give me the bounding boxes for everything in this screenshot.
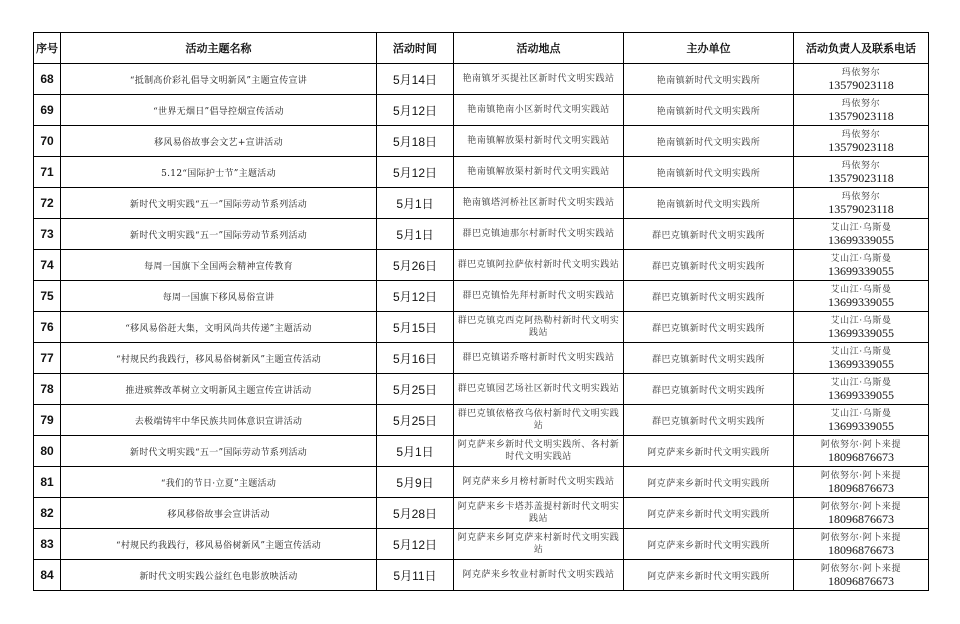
table-row bbox=[34, 467, 929, 498]
contact-phone: 13699339055 bbox=[828, 326, 894, 340]
activity-theme: 移风易俗故事会文艺+宣讲活动 bbox=[61, 126, 377, 157]
host-organization: 群巴克镇新时代文明实践所 bbox=[624, 374, 794, 405]
activity-time: 5月15日 bbox=[377, 312, 454, 343]
contact-cell bbox=[794, 467, 929, 498]
activity-place: 群巴克镇依格孜乌依村新时代文明实践站 bbox=[454, 405, 624, 436]
activity-time: 5月1日 bbox=[377, 188, 454, 219]
row-number: 69 bbox=[34, 95, 61, 126]
host-organization: 群巴克镇新时代文明实践所 bbox=[624, 250, 794, 281]
contact-cell bbox=[794, 219, 929, 250]
contact-phone: 13699339055 bbox=[828, 419, 894, 433]
host-organization: 群巴克镇新时代文明实践所 bbox=[624, 343, 794, 374]
activity-time: 5月26日 bbox=[377, 250, 454, 281]
activity-place: 艳南镇解放渠村新时代文明实践站 bbox=[454, 157, 624, 188]
host-organization: 阿克萨来乡新时代文明实践所 bbox=[624, 498, 794, 529]
host-organization: 艳南镇新时代文明实践所 bbox=[624, 188, 794, 219]
contact-name: 阿依努尔·阿卜来提 bbox=[820, 564, 902, 574]
row-number: 70 bbox=[34, 126, 61, 157]
row-number: 75 bbox=[34, 281, 61, 312]
activity-time: 5月12日 bbox=[377, 529, 454, 560]
activity-place: 艳南镇牙买提社区新时代文明实践站 bbox=[454, 64, 624, 95]
host-organization: 阿克萨来乡新时代文明实践所 bbox=[624, 467, 794, 498]
contact-cell bbox=[794, 374, 929, 405]
activity-theme: 每周一国旗下移风易俗宣讲 bbox=[61, 281, 377, 312]
contact-phone: 18096876673 bbox=[828, 512, 894, 526]
table-header bbox=[34, 33, 929, 64]
header-contact: 活动负责人及联系电话 bbox=[794, 33, 929, 64]
contact-phone: 13699339055 bbox=[828, 264, 894, 278]
row-number: 83 bbox=[34, 529, 61, 560]
contact-cell bbox=[794, 126, 929, 157]
table-row bbox=[34, 436, 929, 467]
host-organization: 阿克萨来乡新时代文明实践所 bbox=[624, 529, 794, 560]
activity-place: 阿克萨来乡新时代文明实践所、各村新时代文明实践站 bbox=[454, 436, 624, 467]
row-number: 73 bbox=[34, 219, 61, 250]
contact-name: 玛依努尔 bbox=[841, 99, 881, 109]
activity-time: 5月1日 bbox=[377, 436, 454, 467]
table-row bbox=[34, 498, 929, 529]
table-row bbox=[34, 95, 929, 126]
row-number: 78 bbox=[34, 374, 61, 405]
activity-time: 5月16日 bbox=[377, 343, 454, 374]
activity-time: 5月12日 bbox=[377, 95, 454, 126]
contact-phone: 13699339055 bbox=[828, 357, 894, 371]
contact-cell bbox=[794, 188, 929, 219]
contact-cell bbox=[794, 157, 929, 188]
activity-time: 5月25日 bbox=[377, 374, 454, 405]
contact-cell bbox=[794, 498, 929, 529]
contact-name: 玛依努尔 bbox=[841, 161, 881, 171]
contact-name: 艾山江·乌斯曼 bbox=[830, 347, 892, 357]
contact-cell bbox=[794, 95, 929, 126]
table-row bbox=[34, 188, 929, 219]
activity-theme: 去极端铸牢中华民族共同体意识宣讲活动 bbox=[61, 405, 377, 436]
contact-cell bbox=[794, 529, 929, 560]
row-number: 81 bbox=[34, 467, 61, 498]
activity-theme: “我们的节日·立夏”主题活动 bbox=[61, 467, 377, 498]
row-number: 82 bbox=[34, 498, 61, 529]
host-organization: 艳南镇新时代文明实践所 bbox=[624, 64, 794, 95]
row-number: 74 bbox=[34, 250, 61, 281]
row-number: 72 bbox=[34, 188, 61, 219]
host-organization: 艳南镇新时代文明实践所 bbox=[624, 157, 794, 188]
activity-theme: 新时代文明实践“五一”国际劳动节系列活动 bbox=[61, 219, 377, 250]
contact-cell bbox=[794, 405, 929, 436]
header-row bbox=[34, 33, 929, 64]
table-row bbox=[34, 219, 929, 250]
contact-name: 艾山江·乌斯曼 bbox=[830, 254, 892, 264]
host-organization: 艳南镇新时代文明实践所 bbox=[624, 95, 794, 126]
contact-cell bbox=[794, 436, 929, 467]
table-row bbox=[34, 250, 929, 281]
contact-cell bbox=[794, 343, 929, 374]
table-row bbox=[34, 126, 929, 157]
activity-place: 群巴克镇诺乔喀村新时代文明实践站 bbox=[454, 343, 624, 374]
table-row bbox=[34, 560, 929, 591]
host-organization: 群巴克镇新时代文明实践所 bbox=[624, 312, 794, 343]
row-number: 68 bbox=[34, 64, 61, 95]
contact-name: 艾山江·乌斯曼 bbox=[830, 378, 892, 388]
contact-phone: 13579023118 bbox=[828, 78, 894, 92]
host-organization: 艳南镇新时代文明实践所 bbox=[624, 126, 794, 157]
activity-theme: “村规民约我践行，移风易俗树新风”主题宣传活动 bbox=[61, 529, 377, 560]
activity-place: 阿克萨来乡阿克萨来村新时代文明实践站 bbox=[454, 529, 624, 560]
row-number: 80 bbox=[34, 436, 61, 467]
host-organization: 阿克萨来乡新时代文明实践所 bbox=[624, 436, 794, 467]
row-number: 84 bbox=[34, 560, 61, 591]
row-number: 76 bbox=[34, 312, 61, 343]
contact-name: 玛依努尔 bbox=[841, 68, 881, 78]
contact-phone: 13579023118 bbox=[828, 140, 894, 154]
host-organization: 群巴克镇新时代文明实践所 bbox=[624, 405, 794, 436]
activity-theme: “移风易俗赶大集，文明风尚共传递”主题活动 bbox=[61, 312, 377, 343]
activity-table bbox=[33, 32, 929, 591]
contact-cell bbox=[794, 64, 929, 95]
contact-name: 玛依努尔 bbox=[841, 130, 881, 140]
activity-place: 艳南镇解放渠村新时代文明实践站 bbox=[454, 126, 624, 157]
activity-place: 群巴克镇园艺场社区新时代文明实践站 bbox=[454, 374, 624, 405]
host-organization: 群巴克镇新时代文明实践所 bbox=[624, 219, 794, 250]
activity-schedule-sheet bbox=[33, 32, 928, 591]
contact-phone: 13699339055 bbox=[828, 295, 894, 309]
contact-phone: 18096876673 bbox=[828, 543, 894, 557]
activity-place: 群巴克镇阿拉萨依村新时代文明实践站 bbox=[454, 250, 624, 281]
host-organization: 群巴克镇新时代文明实践所 bbox=[624, 281, 794, 312]
activity-theme: 每周一国旗下全国两会精神宣传教育 bbox=[61, 250, 377, 281]
contact-phone: 18096876673 bbox=[828, 574, 894, 588]
contact-phone: 13579023118 bbox=[828, 202, 894, 216]
contact-cell bbox=[794, 560, 929, 591]
activity-theme: “村规民约我践行，移风易俗树新风”主题宣传活动 bbox=[61, 343, 377, 374]
contact-name: 艾山江·乌斯曼 bbox=[830, 223, 892, 233]
contact-name: 阿依努尔·阿卜来提 bbox=[820, 471, 902, 481]
activity-theme: 新时代文明实践公益红色电影放映活动 bbox=[61, 560, 377, 591]
activity-place: 阿克萨来乡牧业村新时代文明实践站 bbox=[454, 560, 624, 591]
activity-place: 群巴克镇克西克阿热勒村新时代文明实践站 bbox=[454, 312, 624, 343]
activity-time: 5月18日 bbox=[377, 126, 454, 157]
activity-time: 5月9日 bbox=[377, 467, 454, 498]
activity-place: 艳南镇艳南小区新时代文明实践站 bbox=[454, 95, 624, 126]
activity-place: 艳南镇塔河桥社区新时代文明实践站 bbox=[454, 188, 624, 219]
row-number: 79 bbox=[34, 405, 61, 436]
table-row bbox=[34, 281, 929, 312]
activity-theme: “世界无烟日”倡导控烟宣传活动 bbox=[61, 95, 377, 126]
contact-cell bbox=[794, 250, 929, 281]
activity-theme: 5.12“国际护士节”主题活动 bbox=[61, 157, 377, 188]
contact-phone: 13699339055 bbox=[828, 233, 894, 247]
activity-place: 阿克萨来乡卡塔苏盖提村新时代文明实践站 bbox=[454, 498, 624, 529]
activity-place: 群巴克镇恰先拜村新时代文明实践站 bbox=[454, 281, 624, 312]
activity-theme: 推进殡葬改革树立文明新风主题宣传宣讲活动 bbox=[61, 374, 377, 405]
row-number: 77 bbox=[34, 343, 61, 374]
activity-time: 5月25日 bbox=[377, 405, 454, 436]
activity-place: 阿克萨来乡月榜村新时代文明实践站 bbox=[454, 467, 624, 498]
header-time: 活动时间 bbox=[377, 33, 454, 64]
activity-time: 5月12日 bbox=[377, 157, 454, 188]
table-body bbox=[34, 64, 929, 591]
header-theme: 活动主题名称 bbox=[61, 33, 377, 64]
activity-theme: 新时代文明实践“五一”国际劳动节系列活动 bbox=[61, 436, 377, 467]
contact-cell bbox=[794, 312, 929, 343]
activity-place: 群巴克镇迪那尔村新时代文明实践站 bbox=[454, 219, 624, 250]
activity-time: 5月1日 bbox=[377, 219, 454, 250]
activity-time: 5月12日 bbox=[377, 281, 454, 312]
header-no: 序号 bbox=[34, 33, 61, 64]
header-host: 主办单位 bbox=[624, 33, 794, 64]
contact-phone: 13699339055 bbox=[828, 388, 894, 402]
contact-name: 玛依努尔 bbox=[841, 192, 881, 202]
table-row bbox=[34, 374, 929, 405]
table-row bbox=[34, 529, 929, 560]
activity-theme: 移风移俗故事会宣讲活动 bbox=[61, 498, 377, 529]
host-organization: 阿克萨来乡新时代文明实践所 bbox=[624, 560, 794, 591]
contact-name: 艾山江·乌斯曼 bbox=[830, 409, 892, 419]
contact-name: 阿依努尔·阿卜来提 bbox=[820, 440, 902, 450]
activity-time: 5月28日 bbox=[377, 498, 454, 529]
table-row bbox=[34, 312, 929, 343]
row-number: 71 bbox=[34, 157, 61, 188]
contact-phone: 13579023118 bbox=[828, 171, 894, 185]
table-row bbox=[34, 405, 929, 436]
table-row bbox=[34, 343, 929, 374]
table-row bbox=[34, 157, 929, 188]
contact-cell bbox=[794, 281, 929, 312]
contact-name: 阿依努尔·阿卜来提 bbox=[820, 502, 902, 512]
contact-name: 艾山江·乌斯曼 bbox=[830, 316, 892, 326]
contact-phone: 18096876673 bbox=[828, 481, 894, 495]
activity-theme: 新时代文明实践“五一”国际劳动节系列活动 bbox=[61, 188, 377, 219]
activity-time: 5月14日 bbox=[377, 64, 454, 95]
contact-phone: 18096876673 bbox=[828, 450, 894, 464]
contact-name: 阿依努尔·阿卜来提 bbox=[820, 533, 902, 543]
header-place: 活动地点 bbox=[454, 33, 624, 64]
activity-theme: “抵制高价彩礼倡导文明新风”主题宣传宣讲 bbox=[61, 64, 377, 95]
contact-name: 艾山江·乌斯曼 bbox=[830, 285, 892, 295]
table-row bbox=[34, 64, 929, 95]
contact-phone: 13579023118 bbox=[828, 109, 894, 123]
activity-time: 5月11日 bbox=[377, 560, 454, 591]
